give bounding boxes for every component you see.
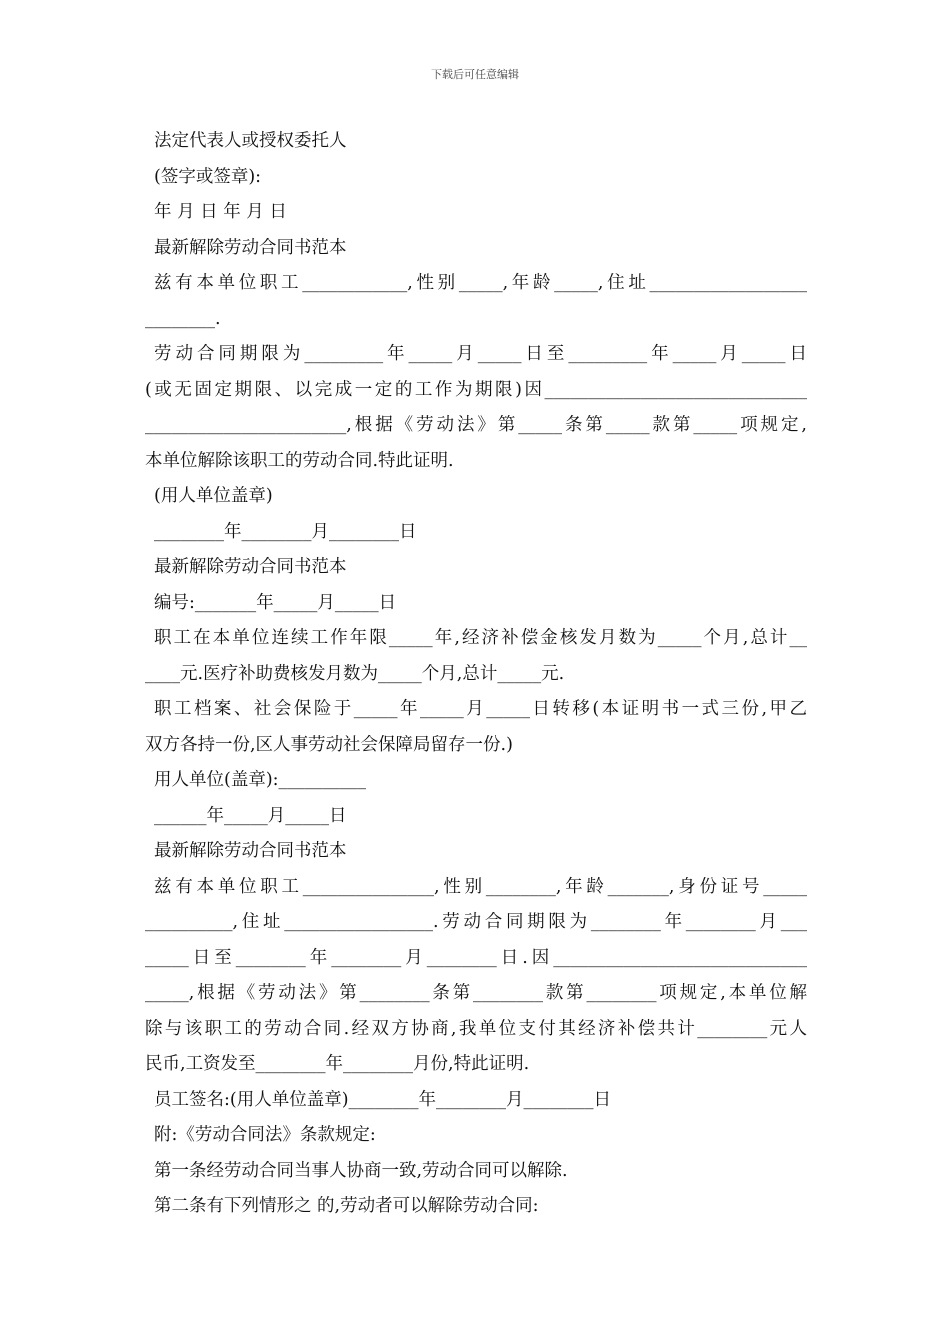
section-title: 最新解除劳动合同书范本 (154, 841, 347, 861)
paragraph-line: ____元.医疗补助费核发月数为_____个月,总计_____元. (145, 663, 565, 684)
date-line: ________年________月________日 (154, 521, 417, 542)
signatory-label: 法定代表人或授权委托人 (154, 131, 347, 151)
paragraph-line: 兹有本单位职工____________,性别_____,年龄_____,住址__________________ (154, 273, 807, 293)
section-title: 最新解除劳动合同书范本 (154, 237, 347, 258)
paragraph-line: 职工档案、社会保险于_____年_____月_____日转移(本证明书一式三份,甲乙 (154, 699, 807, 719)
paragraph-line: _____,根据《劳动法》第________条第________款第________项规定,本单位解 (145, 983, 807, 1003)
seal-label: (用人单位盖章) (154, 486, 273, 506)
date-line: ______年_____月_____日 (154, 805, 347, 826)
date-line: 年 月 日 年 月 日 (154, 202, 287, 222)
paragraph-line: 职工在本单位连续工作年限_____年,经济补偿金核发月数为_____个月,总计__ (154, 628, 807, 648)
paragraph-line: 本单位解除该职工的劳动合同.特此证明. (145, 450, 454, 471)
paragraph-line: 兹有本单位职工_______________,性别________,年龄_______,身份证号_____ (154, 876, 807, 897)
article-line: 第二条有下列情形之 的,劳动者可以解除劳动合同: (154, 1196, 539, 1216)
paragraph-line: 民币,工资发至________年________月份,特此证明. (145, 1054, 530, 1074)
paragraph-line: __________,住址_________________.劳动合同期限为________年________月___ (145, 912, 807, 932)
paragraph-line: 除与该职工的劳动合同.经双方协商,我单位支付其经济补偿共计________元人 (145, 1018, 807, 1039)
section-title: 最新解除劳动合同书范本 (154, 557, 347, 577)
signature-date-line: 员工签名:(用人单位盖章)________年________月________日 (154, 1089, 612, 1110)
paragraph-line: 劳动合同期限为_________年_____月_____日至_________年_____月_____日 (154, 344, 807, 364)
signature-label: (签字或签章): (154, 166, 262, 187)
appendix-title: 附:《劳动合同法》条款规定: (154, 1125, 376, 1145)
document-body (145, 124, 807, 1225)
page-header-note: 下载后可任意编辑 (431, 68, 519, 81)
paragraph-line: _______________________,根据《劳动法》第_____条第_____款第_____项规定, (145, 415, 807, 435)
paragraph-line: (或无固定期限、以完成一定的工作为期限)因______________________________ (145, 379, 807, 400)
paragraph-line: _____日至________年________月________日.因_____________________________ (145, 947, 807, 968)
paragraph-line: ________. (145, 308, 221, 329)
article-line: 第一条经劳动合同当事人协商一致,劳动合同可以解除. (154, 1160, 568, 1181)
paragraph-line: 双方各持一份,区人事劳动社会保障局留存一份.) (145, 734, 513, 755)
number-date-line: 编号:_______年_____月_____日 (154, 592, 397, 613)
employer-seal-line: 用人单位(盖章):__________ (154, 770, 367, 790)
